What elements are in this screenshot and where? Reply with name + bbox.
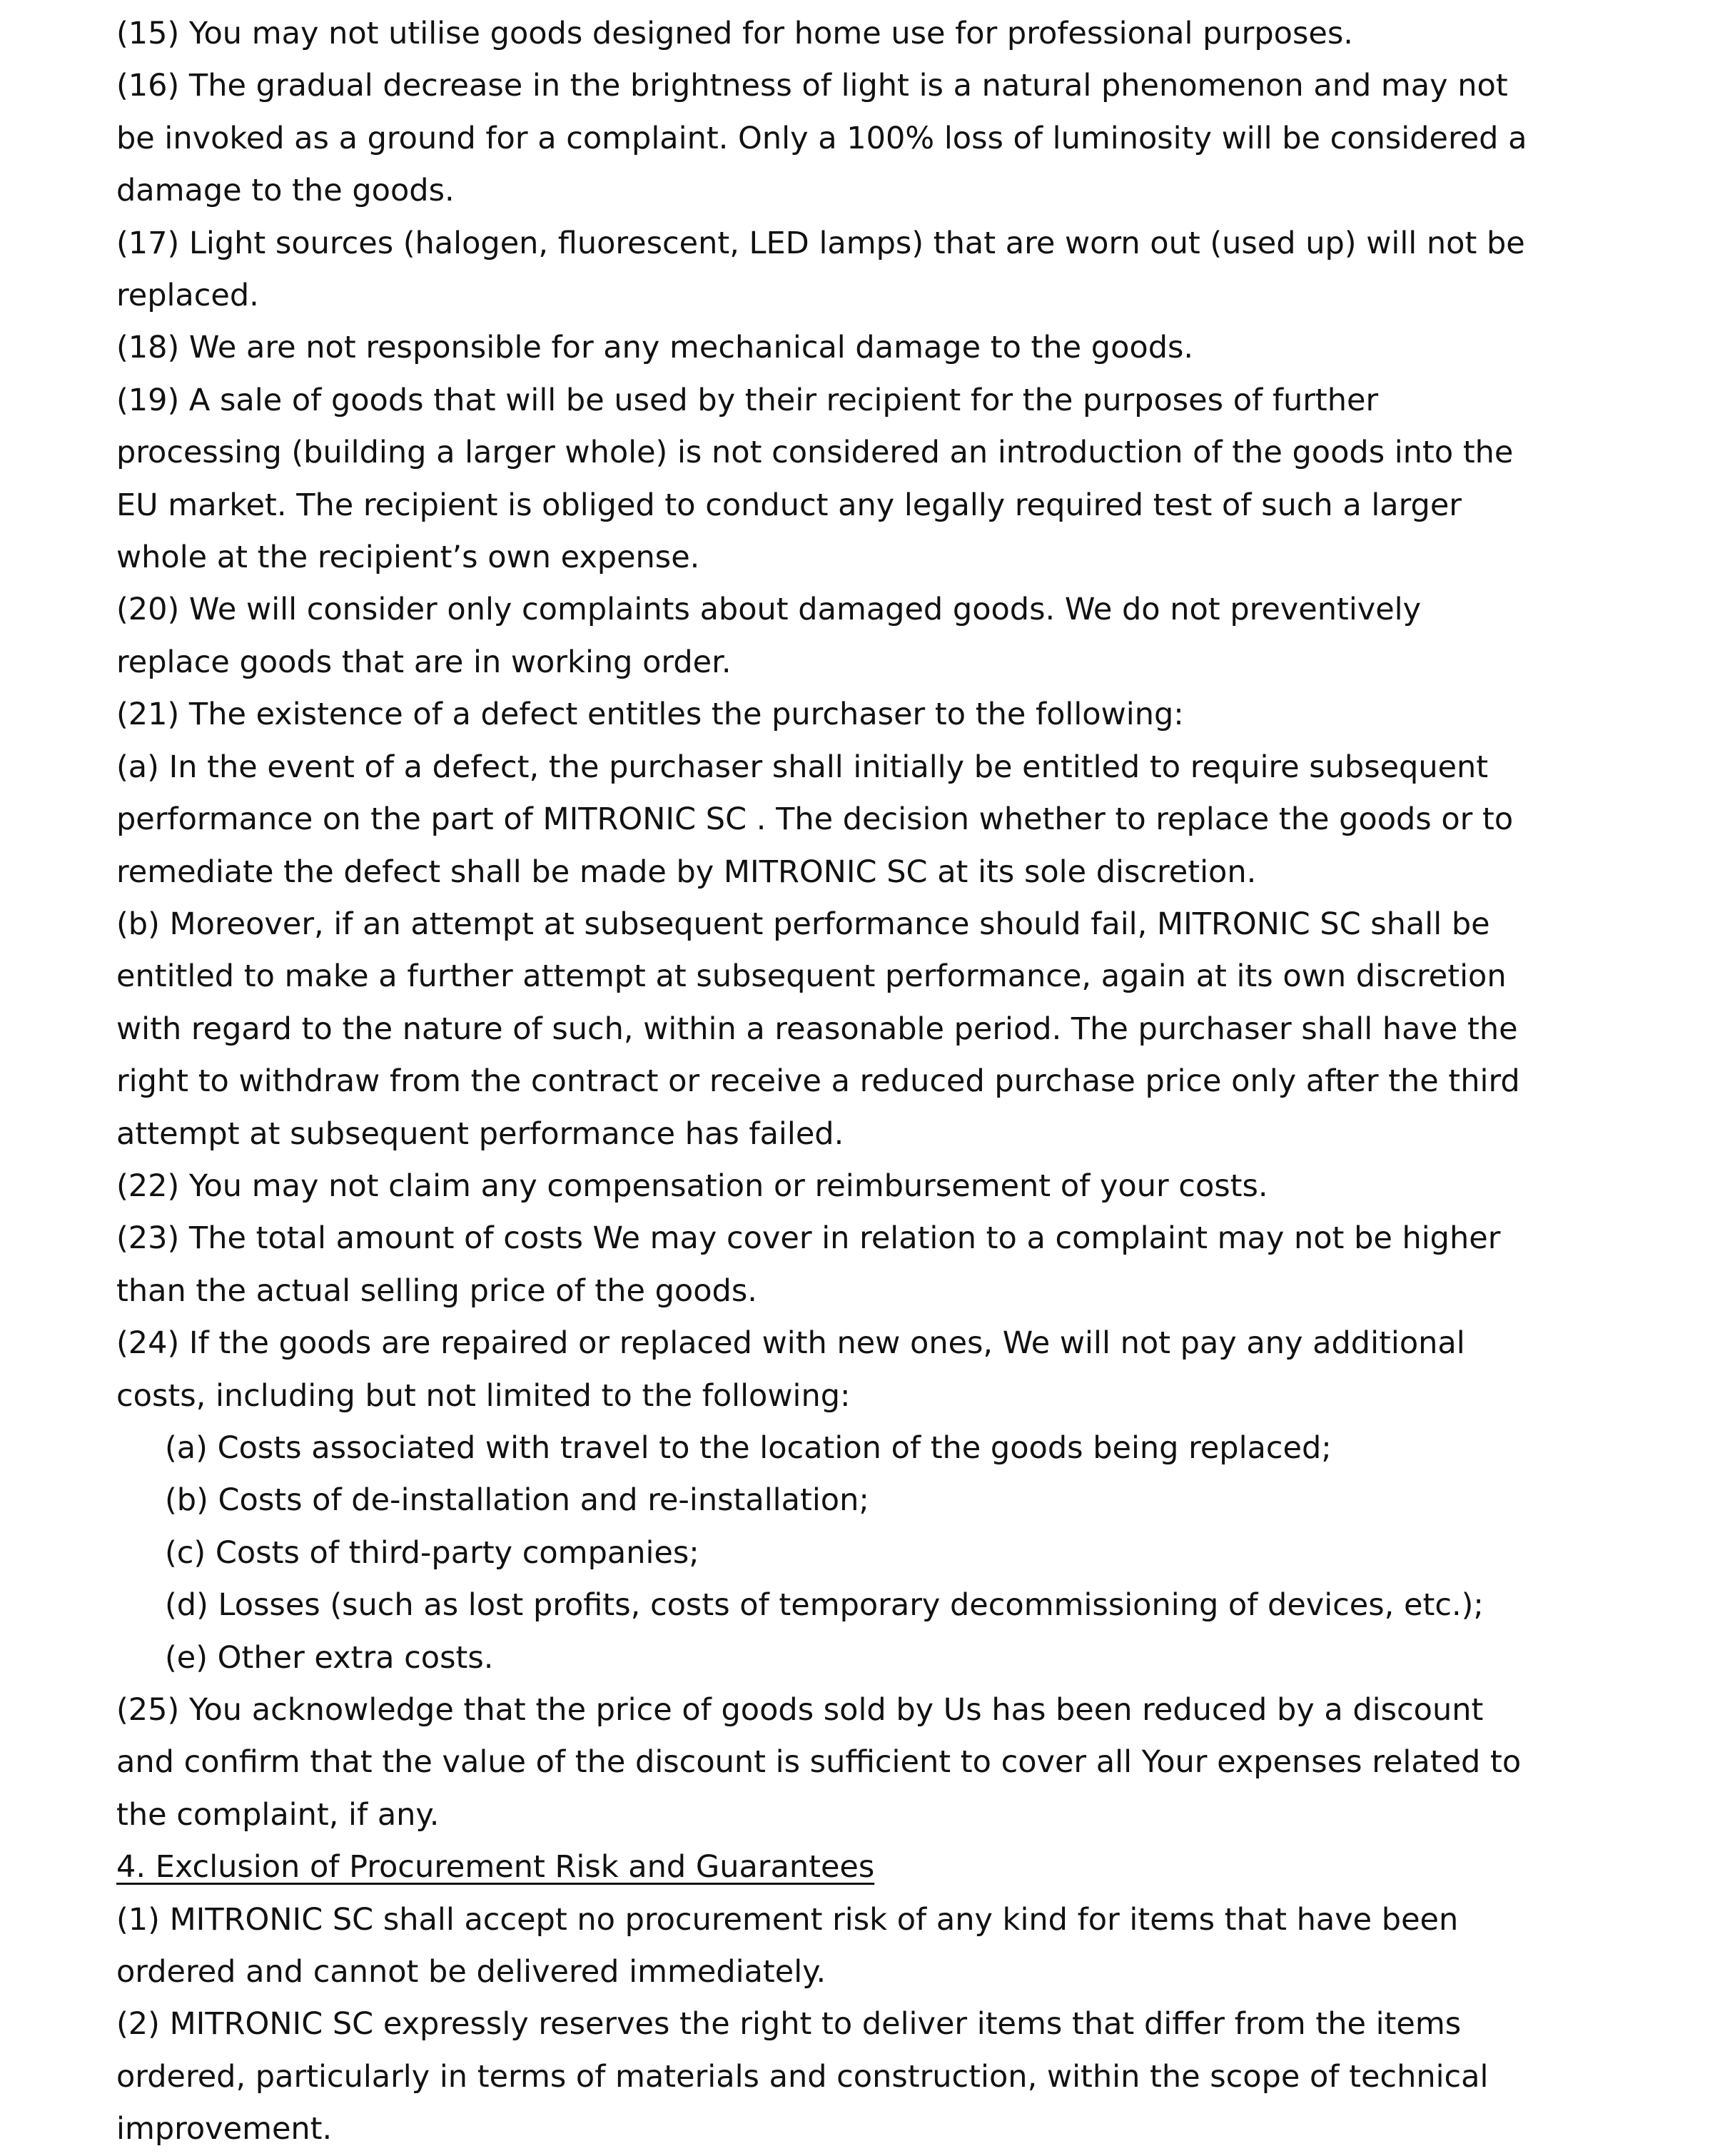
list-item-24-e: (e) Other extra costs. <box>165 1639 494 1676</box>
list-item-24-d: (d) Losses (such as lost profits, costs of temporary decommissioning of devices, etc.); <box>165 1587 1484 1624</box>
paragraph-4-1: (1) MITRONIC SC shall accept no procurement risk of any kind for items that have been ordered and cannot be delivered immediately. <box>116 1901 1459 1990</box>
paragraph-21-a: (a) In the event of a defect, the purchaser shall initially be entitled to require subsequent performance on the part of MITRONIC SC . The decision whether to replace the goods or to remediate the defect shall be made by MITRONIC SC at its sole discretion. <box>116 749 1514 890</box>
list-item-24-b: (b) Costs of de-installation and re-installation; <box>165 1482 869 1519</box>
paragraph-20: (20) We will consider only complaints about damaged goods. We do not preventively replace goods that are in working order. <box>116 592 1422 680</box>
paragraph-24: (24) If the goods are repaired or replaced with new ones, We will not pay any additional costs, including but not limited to the following: <box>116 1325 1465 1414</box>
paragraph-23: (23) The total amount of costs We may cover in relation to a complaint may not be higher than the actual selling price of the goods. <box>116 1220 1501 1309</box>
paragraph-21-b: (b) Moreover, if an attempt at subsequent performance should fail, MITRONIC SC shall be entitled to make a further attempt at subsequent performance, again at its own discretion with regard to the nature of such, within a reasonable period. The purchaser shall have the right to withdraw from the contract or receive a reduced purchase price only after the third attempt at subsequent performance has failed. <box>116 906 1520 1152</box>
paragraph-18: (18) We are not responsible for any mechanical damage to the goods. <box>116 330 1194 366</box>
paragraph-17: (17) Light sources (halogen, fluorescent, LED lamps) that are worn out (used up) will not be replaced. <box>116 225 1525 314</box>
paragraph-22: (22) You may not claim any compensation or reimbursement of your costs. <box>116 1168 1268 1204</box>
section-heading: 4. Exclusion of Procurement Risk and Guarantees <box>116 1849 875 1886</box>
paragraph-4-2: (2) MITRONIC SC expressly reserves the right to deliver items that differ from the items ordered, particularly in terms of materials and construction, within the scope of technical improvement. <box>116 2006 1489 2147</box>
document-page <box>116 8 1544 2156</box>
paragraph-15: (15) You may not utilise goods designed for home use for professional purposes. <box>116 16 1353 51</box>
list-item-24-a: (a) Costs associated with travel to the location of the goods being replaced; <box>165 1429 1332 1466</box>
paragraph-25: (25) You acknowledge that the price of goods sold by Us has been reduced by a discount and confirm that the value of the discount is sufficient to cover all Your expenses related to the complaint, if any. <box>116 1692 1522 1833</box>
list-item-24-c: (c) Costs of third-party companies; <box>165 1534 699 1571</box>
paragraph-19: (19) A sale of goods that will be used by their recipient for the purposes of further processing (building a larger whole) is not considered an introduction of the goods into the EU market. The recipient is obliged to conduct any legally required test of such a larger whole at the recipient’s own expense. <box>116 382 1514 576</box>
paragraph-16: (16) The gradual decrease in the brightness of light is a natural phenomenon and may not be invoked as a ground for a complaint. Only a 100% loss of luminosity will be considered a damage to the goods. <box>116 68 1527 209</box>
paragraph-21: (21) The existence of a defect entitles the purchaser to the following: <box>116 697 1184 733</box>
